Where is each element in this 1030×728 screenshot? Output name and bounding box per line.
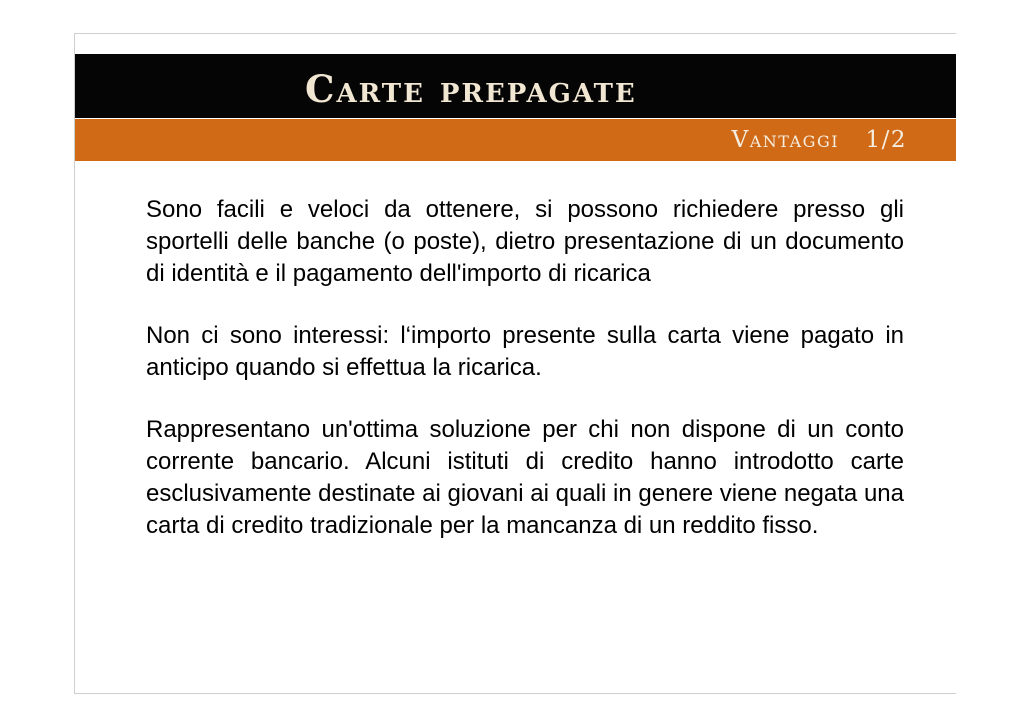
title-bar (75, 54, 956, 118)
paragraph-3: Rappresentano un'ottima soluzione per chi non dispone di un conto corrente bancario. Alcuni istituti di credito hanno introdotto carte esclusivamente destinate ai giovani ai quali in genere viene negata una carta di credito tradizionale per la mancanza di un reddito fisso. (146, 416, 904, 539)
paragraph-1: Sono facili e veloci da ottenere, si possono richiedere presso gli sportelli delle banche (o poste), dietro presentazione di un documento di identità e il pagamento dell'importo di ricarica (146, 196, 904, 287)
slide-title: Carte prepagate (305, 67, 637, 111)
paragraph-2: Non ci sono interessi: l‘importo presente sulla carta viene pagato in anticipo quando si effettua la ricarica. (146, 322, 904, 381)
slide-content (146, 194, 904, 572)
slide (74, 33, 956, 694)
subtitle-bar (75, 119, 956, 161)
slide-subtitle: Vantaggi 1/2 (731, 127, 907, 153)
